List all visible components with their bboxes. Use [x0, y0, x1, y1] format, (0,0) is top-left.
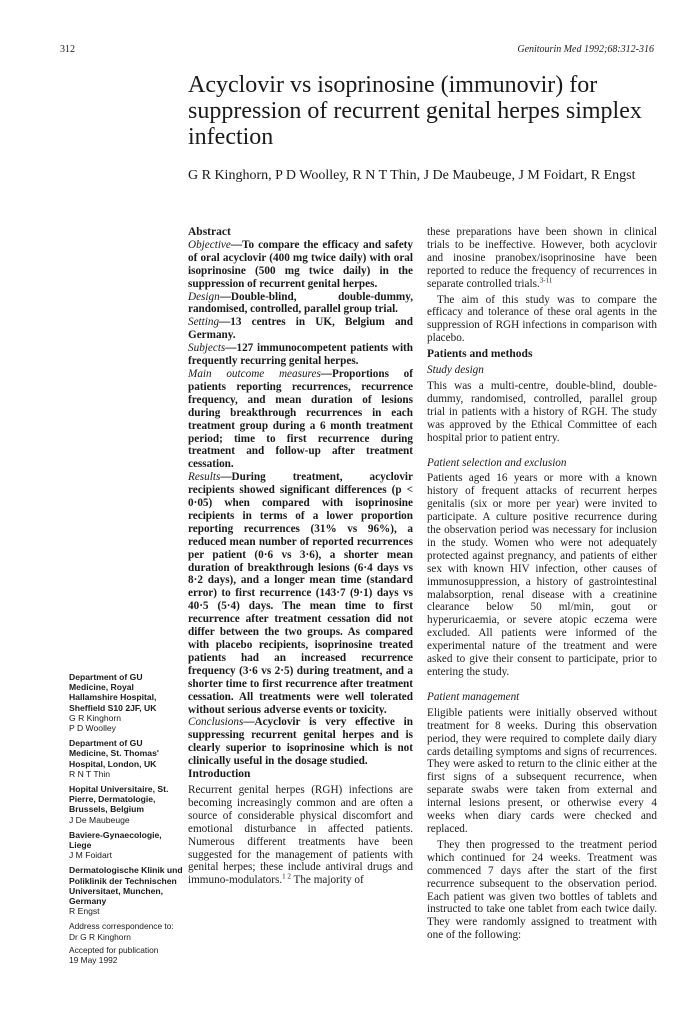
- intro-para1-tail: The majority of: [290, 874, 364, 887]
- affiliation: [69, 738, 184, 779]
- intro-para2-text: these preparations have been shown in clinical trials to be ineffective. However, both acyclovir and inosine pranobex/isoprinosine have been reported to reduce the frequency of recurrences in separate controlled trials.: [427, 226, 657, 290]
- affiliation: [69, 784, 184, 825]
- abstract-heading: Abstract: [188, 226, 231, 238]
- accepted-note: Accepted for publication 19 May 1992: [69, 944, 159, 966]
- affiliation-dept: Hopital Universitaire, St. Pierre, Dermatologie, Brussels, Belgium: [69, 784, 169, 815]
- introduction-heading: Introduction: [188, 768, 251, 781]
- abstract-design: [188, 291, 413, 317]
- affiliation: [69, 830, 184, 861]
- outcome-label: Main outcome measures: [188, 367, 321, 380]
- results-label: Results: [188, 471, 221, 484]
- journal-reference: Genitourin Med 1992;68:312-316: [517, 44, 654, 55]
- affiliation: [69, 865, 184, 916]
- management-heading: Patient management: [427, 690, 520, 703]
- conclusions-label: Conclusions: [188, 716, 244, 729]
- selection-paragraph: Patients aged 16 years or more with a known history of frequent attacks of recurrent herpes genitalis (six or more per year) were invited to participate. A culture positive recurrence during the observation period was necessary for inclusion in the study. Women who were not adequately protected against pregnancy, and patients of either sex with known HIV infection, other causes of immunosuppression, a history of gastrointestinal malabsorption, renal disease with a creatinine clearance below 50 ml/min, gout or hyperuricaemia, or severe atopic eczema were excluded. All patients were informed of the experimental nature of the treatment and were asked to give their consent to participate, prior to entering the study.: [427, 472, 657, 678]
- design-text: —Double-blind, double-dummy, randomised, controlled, parallel group trial.: [188, 290, 413, 316]
- abstract: [188, 226, 413, 768]
- objective-text: —To compare the efficacy and safety of oral acyclovir (400 mg twice daily) with oral isoprinosine (500 mg twice daily) in the suppression of recurrent genital herpes.: [188, 238, 413, 290]
- study-design-paragraph: This was a multi-centre, double-blind, double-dummy, randomised, controlled, parallel group trial in patients with a history of RGH. The study was approved by the Ethical Committee of each hospital prior to patient entry.: [427, 379, 657, 444]
- introduction-aim-paragraph: The aim of this study was to compare the efficacy and tolerance of these oral agents in the suppression of RGH infections in comparison with placebo.: [427, 293, 657, 345]
- affiliation-names: R Engst: [69, 906, 100, 917]
- right-text-column: [427, 226, 657, 945]
- author-list: G R Kinghorn, P D Woolley, R N T Thin, J De Maubeuge, J M Foidart, R Engst: [188, 168, 636, 183]
- left-text-column: [188, 226, 413, 890]
- affiliation-names: J M Foidart: [69, 850, 112, 861]
- objective-label: Objective: [188, 238, 231, 251]
- affiliation-names: G R Kinghorn P D Woolley: [69, 712, 122, 734]
- affiliation-dept: Dermatologische Klinik und Poliklinik der Technischen Universitaet, Munchen, Germany: [69, 865, 183, 907]
- intro-para1-text: Recurrent genital herpes (RGH) infections are becoming increasingly common and are often a source of considerable physical discomfort and emotional disturbance in affected patients. Numerous different treatments have been suggested for the management of patients with genital herpes; these include antiviral drugs and immuno-modulators.: [188, 783, 413, 887]
- abstract-setting: [188, 316, 413, 342]
- subjects-label: Subjects: [188, 342, 226, 355]
- setting-text: —13 centres in UK, Belgium and Germany.: [188, 316, 413, 342]
- management-paragraph-2: They then progressed to the treatment period which continued for 24 weeks. Treatment was commenced 7 days after the start of the first recurrence subsequent to the observation period. Each patient was given two bottles of tablets and instructed to take one tablet from each twice daily. They were randomly assigned to treatment with one of the following:: [427, 838, 657, 942]
- abstract-subjects: [188, 342, 413, 368]
- management-paragraph: Eligible patients were initially observed without treatment for 8 weeks. During this observation period, they were required to complete daily diary cards detailing symptoms and signs of recurrences. They were asked to return to the clinic either at the first signs of a subsequent recurrence, when separate swabs were taken from external and internal lesions present, or otherwise every 4 weeks when diary cards were checked and replaced.: [427, 706, 657, 835]
- reference-superscript: 3-11: [539, 275, 553, 284]
- introduction-paragraph: [188, 784, 413, 887]
- methods-heading: Patients and methods: [427, 348, 533, 361]
- abstract-conclusions: [188, 716, 413, 768]
- subjects-text: —127 immunocompetent patients with frequently recurring genital herpes.: [188, 342, 413, 368]
- abstract-objective: [188, 239, 413, 291]
- affiliation-names: J De Maubeuge: [69, 814, 130, 825]
- article-title: Acyclovir vs isoprinosine (immunovir) for suppression of recurrent genital herpes simplex infection: [188, 72, 642, 150]
- affiliation-names: R N T Thin: [69, 768, 111, 779]
- results-text: —During treatment, acyclovir recipients showed significant differences (p < 0·05) when compared with isoprinosine recipients in terms of a lower proportion reporting recurrences (31% vs 96%), a reduced mean number of reported recurrences per patient (0·6 vs 3·6), a shorter mean duration of breakthrough lesions (6·4 days vs 8·2 days), and a longer mean time (standard error) to first recurrence (143·7 (9·1) days vs 40·5 (5·4) days. The mean time to first recurrence after treatment cessation did not differ between the two groups. As compared with placebo recipients, isoprinosine treated patients had an increased recurrence frequency (3·6 vs 2·5) during treatment, and a shorter time to first recurrence after treatment cessation. All treatments were well tolerated without serious adverse events or toxicity.: [188, 471, 413, 716]
- abstract-results: [188, 471, 413, 716]
- correspondence-note: Address correspondence to: Dr G R Kinghorn: [69, 921, 174, 942]
- conclusions-text: —Acyclovir is very effective in suppressing recurrent genital herpes and is clearly superior to isoprinosine which is not clinically useful in the dosage studied.: [188, 716, 413, 768]
- design-label: Design: [188, 290, 220, 303]
- outcome-text: —Proportions of patients reporting recurrences, recurrence frequency, and mean duration of lesions during breakthrough recurrences in each treatment group during a 6 month treatment period; time to first recurrence during treatment and follow-up after treatment cessation.: [188, 367, 413, 471]
- affiliation-dept: Department of GU Medicine, Royal Hallamshire Hospital, Sheffield S10 2JF, UK: [69, 672, 157, 713]
- page-number: 312: [60, 44, 75, 55]
- affiliation: [69, 672, 184, 733]
- selection-heading: Patient selection and exclusion: [427, 456, 567, 469]
- introduction-section: [188, 768, 413, 887]
- study-design-heading: Study design: [427, 364, 484, 377]
- affiliations-column: [69, 672, 184, 968]
- reference-superscript: 1 2: [282, 872, 291, 881]
- affiliation-dept: Baviere-Gynaecologie, Liege: [69, 829, 162, 851]
- introduction-paragraph-continued: [427, 226, 657, 291]
- affiliation-dept: Department of GU Medicine, St. Thomas' Hospital, London, UK: [69, 738, 159, 769]
- abstract-outcome: [188, 368, 413, 471]
- setting-label: Setting: [188, 316, 220, 329]
